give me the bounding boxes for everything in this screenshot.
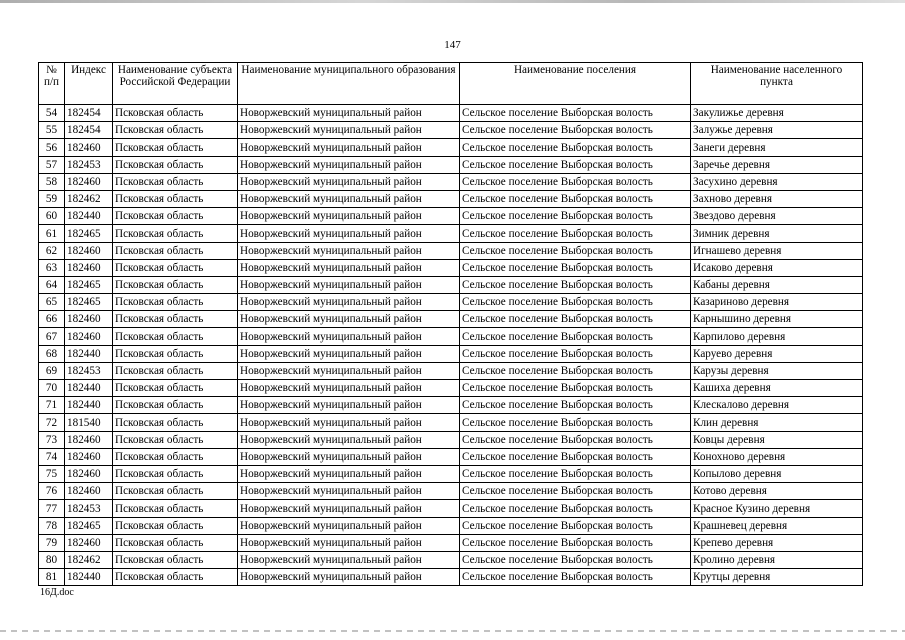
cell-municipal: Новоржевский муниципальный район xyxy=(238,259,460,276)
cell-locality: Закулижье деревня xyxy=(691,105,863,122)
cell-settlement: Сельское поселение Выборская волость xyxy=(460,311,691,328)
cell-settlement: Сельское поселение Выборская волость xyxy=(460,294,691,311)
cell-locality: Кашиха деревня xyxy=(691,380,863,397)
cell-index: 182454 xyxy=(65,122,113,139)
cell-settlement: Сельское поселение Выборская волость xyxy=(460,139,691,156)
cell-no: 64 xyxy=(39,276,65,293)
cell-no: 81 xyxy=(39,569,65,586)
cell-no: 58 xyxy=(39,173,65,190)
cell-index: 182460 xyxy=(65,465,113,482)
cell-subject: Псковская область xyxy=(113,173,238,190)
cell-locality: Захново деревня xyxy=(691,190,863,207)
cell-index: 182462 xyxy=(65,551,113,568)
cell-settlement: Сельское поселение Выборская волость xyxy=(460,431,691,448)
cell-municipal: Новоржевский муниципальный район xyxy=(238,294,460,311)
cell-no: 56 xyxy=(39,139,65,156)
cell-index: 182465 xyxy=(65,294,113,311)
cell-no: 70 xyxy=(39,380,65,397)
cell-municipal: Новоржевский муниципальный район xyxy=(238,517,460,534)
cell-index: 182462 xyxy=(65,190,113,207)
cell-locality: Казариново деревня xyxy=(691,294,863,311)
cell-settlement: Сельское поселение Выборская волость xyxy=(460,465,691,482)
cell-index: 181540 xyxy=(65,414,113,431)
cell-no: 68 xyxy=(39,345,65,362)
cell-locality: Звездово деревня xyxy=(691,208,863,225)
settlements-table xyxy=(38,62,863,586)
cell-no: 69 xyxy=(39,362,65,379)
cell-no: 55 xyxy=(39,122,65,139)
cell-no: 75 xyxy=(39,465,65,482)
cell-no: 77 xyxy=(39,500,65,517)
cell-settlement: Сельское поселение Выборская волость xyxy=(460,190,691,207)
cell-municipal: Новоржевский муниципальный район xyxy=(238,397,460,414)
cell-municipal: Новоржевский муниципальный район xyxy=(238,362,460,379)
cell-municipal: Новоржевский муниципальный район xyxy=(238,139,460,156)
cell-subject: Псковская область xyxy=(113,259,238,276)
cell-municipal: Новоржевский муниципальный район xyxy=(238,414,460,431)
cell-settlement: Сельское поселение Выборская волость xyxy=(460,380,691,397)
header-subject: Наименование субъекта Российской Федерации xyxy=(113,63,238,105)
cell-index: 182460 xyxy=(65,311,113,328)
file-name-footer: 16Д.doc xyxy=(40,587,74,598)
table-row xyxy=(39,414,863,431)
cell-municipal: Новоржевский муниципальный район xyxy=(238,173,460,190)
cell-settlement: Сельское поселение Выборская волость xyxy=(460,122,691,139)
cell-subject: Псковская область xyxy=(113,534,238,551)
cell-locality: Клескалово деревня xyxy=(691,397,863,414)
table-row xyxy=(39,156,863,173)
cell-no: 60 xyxy=(39,208,65,225)
table-body xyxy=(39,105,863,586)
table-row xyxy=(39,345,863,362)
cell-locality: Залужье деревня xyxy=(691,122,863,139)
table-row xyxy=(39,465,863,482)
cell-no: 61 xyxy=(39,225,65,242)
cell-settlement: Сельское поселение Выборская волость xyxy=(460,500,691,517)
cell-settlement: Сельское поселение Выборская волость xyxy=(460,397,691,414)
cell-locality: Крепево деревня xyxy=(691,534,863,551)
table-row xyxy=(39,311,863,328)
cell-no: 66 xyxy=(39,311,65,328)
cell-locality: Карпилово деревня xyxy=(691,328,863,345)
cell-index: 182440 xyxy=(65,345,113,362)
cell-locality: Красное Кузино деревня xyxy=(691,500,863,517)
cell-no: 74 xyxy=(39,448,65,465)
cell-settlement: Сельское поселение Выборская волость xyxy=(460,534,691,551)
cell-no: 59 xyxy=(39,190,65,207)
cell-locality: Конохново деревня xyxy=(691,448,863,465)
cell-municipal: Новоржевский муниципальный район xyxy=(238,448,460,465)
cell-no: 71 xyxy=(39,397,65,414)
cell-index: 182453 xyxy=(65,500,113,517)
cell-subject: Псковская область xyxy=(113,225,238,242)
cell-subject: Псковская область xyxy=(113,397,238,414)
cell-locality: Игнашево деревня xyxy=(691,242,863,259)
cell-locality: Крашневец деревня xyxy=(691,517,863,534)
cell-index: 182440 xyxy=(65,208,113,225)
header-no: № п/п xyxy=(39,63,65,105)
table-row xyxy=(39,276,863,293)
cell-subject: Псковская область xyxy=(113,569,238,586)
cell-municipal: Новоржевский муниципальный район xyxy=(238,500,460,517)
cell-no: 54 xyxy=(39,105,65,122)
cell-settlement: Сельское поселение Выборская волость xyxy=(460,551,691,568)
cell-municipal: Новоржевский муниципальный район xyxy=(238,569,460,586)
cell-subject: Псковская область xyxy=(113,551,238,568)
cell-municipal: Новоржевский муниципальный район xyxy=(238,156,460,173)
cell-index: 182465 xyxy=(65,225,113,242)
table-row xyxy=(39,431,863,448)
page-number: 147 xyxy=(444,39,461,51)
cell-municipal: Новоржевский муниципальный район xyxy=(238,242,460,259)
cell-index: 182453 xyxy=(65,156,113,173)
cell-index: 182454 xyxy=(65,105,113,122)
cell-subject: Псковская область xyxy=(113,500,238,517)
cell-municipal: Новоржевский муниципальный район xyxy=(238,311,460,328)
cell-subject: Псковская область xyxy=(113,328,238,345)
cell-settlement: Сельское поселение Выборская волость xyxy=(460,105,691,122)
cell-no: 72 xyxy=(39,414,65,431)
cell-locality: Ковцы деревня xyxy=(691,431,863,448)
cell-subject: Псковская область xyxy=(113,517,238,534)
cell-locality: Крутцы деревня xyxy=(691,569,863,586)
table-row xyxy=(39,397,863,414)
cell-no: 73 xyxy=(39,431,65,448)
table-row xyxy=(39,173,863,190)
table-row xyxy=(39,105,863,122)
cell-index: 182460 xyxy=(65,534,113,551)
table-row xyxy=(39,190,863,207)
cell-index: 182460 xyxy=(65,431,113,448)
cell-municipal: Новоржевский муниципальный район xyxy=(238,465,460,482)
table-row xyxy=(39,362,863,379)
cell-municipal: Новоржевский муниципальный район xyxy=(238,431,460,448)
cell-municipal: Новоржевский муниципальный район xyxy=(238,276,460,293)
cell-settlement: Сельское поселение Выборская волость xyxy=(460,225,691,242)
table-row xyxy=(39,294,863,311)
cell-no: 62 xyxy=(39,242,65,259)
cell-subject: Псковская область xyxy=(113,242,238,259)
cell-municipal: Новоржевский муниципальный район xyxy=(238,190,460,207)
table-row xyxy=(39,328,863,345)
cell-subject: Псковская область xyxy=(113,122,238,139)
table-row xyxy=(39,517,863,534)
cell-index: 182460 xyxy=(65,448,113,465)
cell-index: 182460 xyxy=(65,259,113,276)
cell-locality: Котово деревня xyxy=(691,483,863,500)
header-settlement: Наименование поселения xyxy=(460,63,691,105)
cell-index: 182440 xyxy=(65,569,113,586)
cell-subject: Псковская область xyxy=(113,311,238,328)
cell-no: 65 xyxy=(39,294,65,311)
cell-settlement: Сельское поселение Выборская волость xyxy=(460,362,691,379)
cell-locality: Заречье деревня xyxy=(691,156,863,173)
cell-no: 67 xyxy=(39,328,65,345)
table-row xyxy=(39,242,863,259)
table-row xyxy=(39,500,863,517)
cell-settlement: Сельское поселение Выборская волость xyxy=(460,242,691,259)
cell-subject: Псковская область xyxy=(113,276,238,293)
cell-locality: Копылово деревня xyxy=(691,465,863,482)
table-row xyxy=(39,551,863,568)
cell-settlement: Сельское поселение Выборская волость xyxy=(460,328,691,345)
cell-locality: Зимник деревня xyxy=(691,225,863,242)
cell-subject: Псковская область xyxy=(113,156,238,173)
cell-index: 182440 xyxy=(65,397,113,414)
header-locality: Наименование населенного пункта xyxy=(691,63,863,105)
scan-edge-top xyxy=(0,0,905,3)
cell-settlement: Сельское поселение Выборская волость xyxy=(460,483,691,500)
cell-settlement: Сельское поселение Выборская волость xyxy=(460,517,691,534)
table-row xyxy=(39,448,863,465)
cell-no: 80 xyxy=(39,551,65,568)
cell-locality: Исаково деревня xyxy=(691,259,863,276)
cell-index: 182453 xyxy=(65,362,113,379)
cell-settlement: Сельское поселение Выборская волость xyxy=(460,156,691,173)
table-row xyxy=(39,122,863,139)
cell-index: 182460 xyxy=(65,242,113,259)
cell-subject: Псковская область xyxy=(113,380,238,397)
cell-settlement: Сельское поселение Выборская волость xyxy=(460,173,691,190)
cell-locality: Карузы деревня xyxy=(691,362,863,379)
cell-locality: Каруево деревня xyxy=(691,345,863,362)
cell-settlement: Сельское поселение Выборская волость xyxy=(460,208,691,225)
cell-locality: Клин деревня xyxy=(691,414,863,431)
cell-municipal: Новоржевский муниципальный район xyxy=(238,105,460,122)
table-row xyxy=(39,208,863,225)
cell-index: 182440 xyxy=(65,380,113,397)
cell-index: 182460 xyxy=(65,139,113,156)
cell-index: 182460 xyxy=(65,328,113,345)
cell-no: 57 xyxy=(39,156,65,173)
cell-settlement: Сельское поселение Выборская волость xyxy=(460,276,691,293)
cell-subject: Псковская область xyxy=(113,483,238,500)
cell-municipal: Новоржевский муниципальный район xyxy=(238,225,460,242)
cell-index: 182465 xyxy=(65,276,113,293)
cell-municipal: Новоржевский муниципальный район xyxy=(238,551,460,568)
cell-locality: Карнышино деревня xyxy=(691,311,863,328)
cell-settlement: Сельское поселение Выборская волость xyxy=(460,414,691,431)
cell-settlement: Сельское поселение Выборская волость xyxy=(460,345,691,362)
cell-subject: Псковская область xyxy=(113,294,238,311)
cell-subject: Псковская область xyxy=(113,448,238,465)
cell-subject: Псковская область xyxy=(113,139,238,156)
table-row xyxy=(39,534,863,551)
cell-locality: Занеги деревня xyxy=(691,139,863,156)
table-header-row xyxy=(39,63,863,105)
cell-settlement: Сельское поселение Выборская волость xyxy=(460,259,691,276)
cell-subject: Псковская область xyxy=(113,414,238,431)
cell-subject: Псковская область xyxy=(113,465,238,482)
cell-subject: Псковская область xyxy=(113,105,238,122)
cell-no: 76 xyxy=(39,483,65,500)
cell-no: 79 xyxy=(39,534,65,551)
table-row xyxy=(39,569,863,586)
cell-municipal: Новоржевский муниципальный район xyxy=(238,328,460,345)
cell-locality: Кабаны деревня xyxy=(691,276,863,293)
cell-index: 182460 xyxy=(65,173,113,190)
cell-settlement: Сельское поселение Выборская волость xyxy=(460,448,691,465)
table-row xyxy=(39,139,863,156)
cell-settlement: Сельское поселение Выборская волость xyxy=(460,569,691,586)
cell-municipal: Новоржевский муниципальный район xyxy=(238,483,460,500)
cell-locality: Кролино деревня xyxy=(691,551,863,568)
table-row xyxy=(39,259,863,276)
table-row xyxy=(39,483,863,500)
header-index: Индекс xyxy=(65,63,113,105)
cell-municipal: Новоржевский муниципальный район xyxy=(238,534,460,551)
cell-no: 78 xyxy=(39,517,65,534)
scan-edge-bottom xyxy=(0,630,905,632)
table-row xyxy=(39,380,863,397)
cell-index: 182460 xyxy=(65,483,113,500)
cell-subject: Псковская область xyxy=(113,190,238,207)
cell-subject: Псковская область xyxy=(113,431,238,448)
cell-municipal: Новоржевский муниципальный район xyxy=(238,208,460,225)
cell-subject: Псковская область xyxy=(113,362,238,379)
cell-municipal: Новоржевский муниципальный район xyxy=(238,380,460,397)
table-row xyxy=(39,225,863,242)
cell-municipal: Новоржевский муниципальный район xyxy=(238,122,460,139)
cell-subject: Псковская область xyxy=(113,345,238,362)
cell-subject: Псковская область xyxy=(113,208,238,225)
cell-no: 63 xyxy=(39,259,65,276)
header-municipal: Наименование муниципального образования xyxy=(238,63,460,105)
cell-municipal: Новоржевский муниципальный район xyxy=(238,345,460,362)
cell-locality: Засухино деревня xyxy=(691,173,863,190)
cell-index: 182465 xyxy=(65,517,113,534)
